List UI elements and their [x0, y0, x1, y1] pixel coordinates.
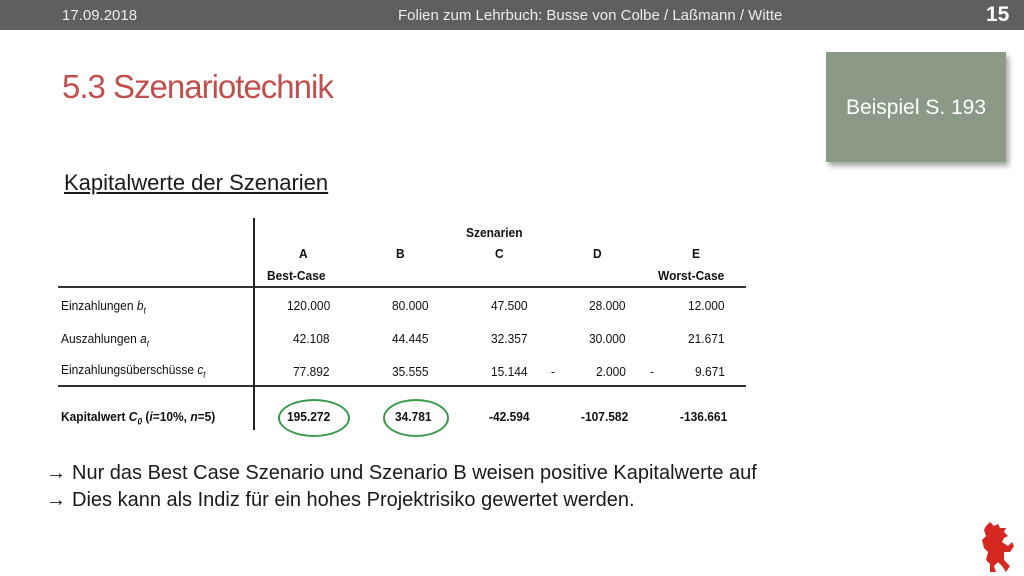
- sign-ueberschuesse-d: -: [551, 364, 555, 379]
- slide-title: 5.3 Szenariotechnik: [62, 68, 333, 105]
- best-case-label: Best-Case: [267, 268, 326, 283]
- cell-einzahlungen-d: 28.000: [589, 298, 626, 313]
- sign-ueberschuesse-e: -: [650, 364, 654, 379]
- cell-auszahlungen-a: 42.108: [293, 331, 330, 346]
- berlin-bear-icon: [980, 520, 1016, 574]
- row-label-einzahlungen: Einzahlungen $b_t$: [61, 298, 146, 316]
- table-rule-bottom: [58, 385, 746, 387]
- row-label-kapitalwert: Kapitalwert $C_0$ (i=10%, n=5): [61, 409, 216, 427]
- cell-einzahlungen-c: 47.500: [491, 298, 528, 313]
- cell-ueberschuesse-e: 9.671: [695, 364, 725, 379]
- cell-kapitalwert-e: -136.661: [680, 409, 728, 424]
- cell-kapitalwert-a: 195.272: [287, 409, 331, 424]
- header-date: 17.09.2018: [62, 7, 138, 24]
- arrow-right-icon: →: [46, 462, 66, 484]
- cell-kapitalwert-b: 34.781: [395, 409, 432, 424]
- example-label: Beispiel S. 193: [845, 96, 987, 119]
- page-number: 15: [986, 3, 1010, 26]
- col-header-a: A: [299, 246, 308, 261]
- cell-auszahlungen-b: 44.445: [392, 331, 429, 346]
- cell-auszahlungen-d: 30.000: [589, 331, 626, 346]
- cell-kapitalwert-d: -107.582: [581, 409, 629, 424]
- row-label-ueberschuesse: Einzahlungsüberschüsse $c_t$: [61, 362, 206, 380]
- col-header-c: C: [495, 246, 504, 261]
- cell-ueberschuesse-d: 2.000: [596, 364, 626, 379]
- note-line-2: → Dies kann als Indiz für ein hohes Projektrisiko gewertet werden.: [46, 489, 635, 511]
- col-header-b: B: [396, 246, 405, 261]
- arrow-right-icon: →: [46, 489, 66, 511]
- header-title: Folien zum Lehrbuch: Busse von Colbe / Laßmann / Witte: [398, 7, 783, 24]
- table-subheading: Kapitalwerte der Szenarien: [64, 170, 329, 195]
- col-header-d: D: [593, 246, 602, 261]
- cell-auszahlungen-e: 21.671: [688, 331, 725, 346]
- example-box: [826, 52, 1006, 162]
- header-bar: [0, 0, 1024, 30]
- table-group-header: Szenarien: [466, 225, 523, 240]
- row-label-auszahlungen: Auszahlungen $a_t$: [61, 331, 150, 349]
- cell-kapitalwert-c: -42.594: [489, 409, 530, 424]
- cell-einzahlungen-a: 120.000: [287, 298, 331, 313]
- cell-auszahlungen-c: 32.357: [491, 331, 528, 346]
- cell-ueberschuesse-a: 77.892: [293, 364, 330, 379]
- worst-case-label: Worst-Case: [658, 268, 725, 283]
- cell-einzahlungen-e: 12.000: [688, 298, 725, 313]
- cell-ueberschuesse-c: 15.144: [491, 364, 528, 379]
- cell-ueberschuesse-b: 35.555: [392, 364, 429, 379]
- note-line-1: → Nur das Best Case Szenario und Szenario B weisen positive Kapitalwerte auf: [46, 462, 757, 484]
- col-header-e: E: [692, 246, 700, 261]
- cell-einzahlungen-b: 80.000: [392, 298, 429, 313]
- table-rule-header: [58, 286, 746, 288]
- table-divider: [253, 218, 255, 430]
